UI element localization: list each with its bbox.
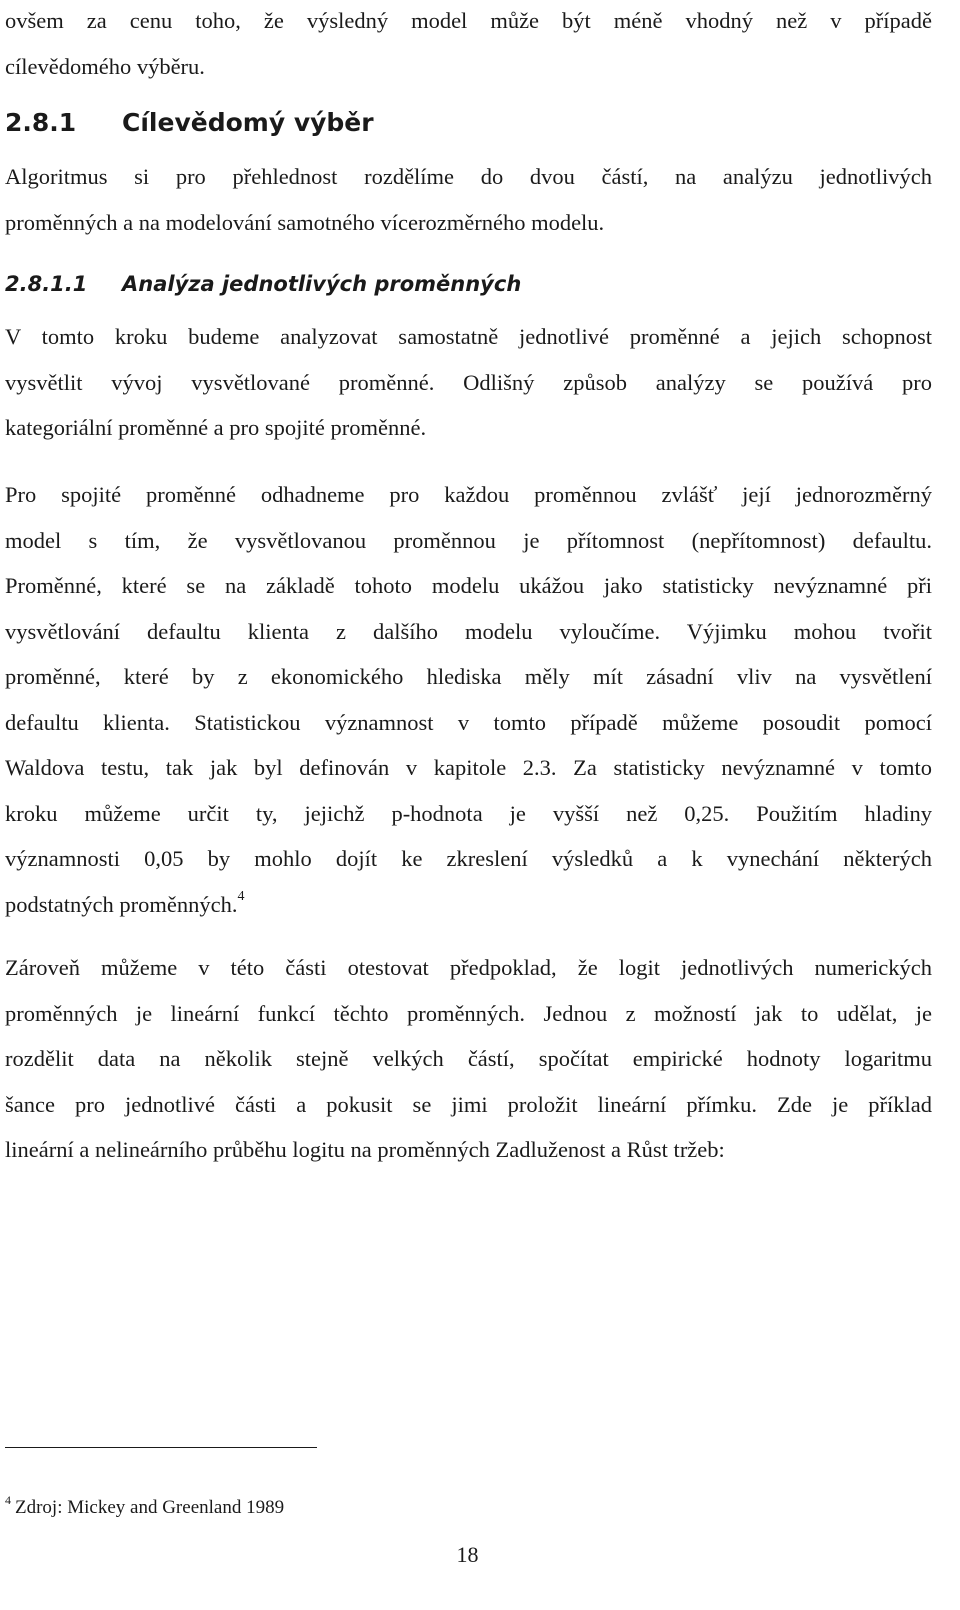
text-line: Pro spojité proměnné odhadneme pro každou proměnnou zvlášť její jednorozměrný — [5, 482, 932, 507]
footnote-marker: 4 — [5, 1493, 11, 1507]
text-line: proměnných a na modelování samotného vícerozměrného modelu. — [5, 209, 605, 235]
text-line: šance pro jednotlivé části a pokusit se jimi proložit lineární přímku. Zde je příklad — [5, 1091, 932, 1117]
section-paragraph — [5, 154, 932, 245]
footnote-text: Zdroj: Mickey and Greenland 1989 — [15, 1497, 285, 1518]
text-line: Proměnné, které se na základě tohoto modelu ukážou jako statisticky nevýznamné při — [5, 573, 932, 598]
text-line — [5, 882, 932, 928]
text-line: vysvětlit vývoj vysvětlované proměnné. Odlišný způsob analýzy se používá pro — [5, 369, 932, 395]
logit-paragraph — [5, 945, 932, 1173]
subsection-number: 2.8.1.1 — [5, 272, 88, 296]
subsection-title: Analýza jednotlivých proměnných — [122, 272, 522, 296]
section-title: Cílevědomý výběr — [122, 108, 374, 137]
text-line: defaultu klienta. Statistickou významnost v tomto případě můžeme posoudit pomocí — [5, 709, 932, 735]
text-line: ovšem za cenu toho, že výsledný model může být méně vhodný než v případě — [5, 8, 932, 33]
footnote — [5, 1493, 285, 1519]
text-line: lineární a nelineárního průběhu logitu na proměnných Zadluženost a Růst tržeb: — [5, 1137, 725, 1162]
text-line: Zároveň můžeme v této části otestovat předpoklad, že logit jednotlivých numerických — [5, 955, 932, 980]
text-line: významnosti 0,05 by mohlo dojít ke zkreslení výsledků a k vynechání některých — [5, 846, 932, 871]
text-line: V tomto kroku budeme analyzovat samostatně jednotlivé proměnné a jejich schopnost — [5, 324, 932, 349]
text-line: Waldova testu, tak jak byl definován v kapitole 2.3. Za statisticky nevýznamné v tomto — [5, 755, 932, 780]
subsection-paragraph — [5, 314, 932, 451]
text-line: kroku můžeme určit ty, jejichž p-hodnota je vyšší než 0,25. Použitím hladiny — [5, 800, 932, 826]
text-line: cílevědomého výběru. — [5, 53, 205, 79]
footnote-divider — [5, 1447, 317, 1448]
subsection-heading — [5, 272, 521, 296]
page-number: 18 — [456, 1542, 479, 1567]
footnote-reference[interactable]: 4 — [237, 888, 245, 904]
continuous-variables-paragraph — [5, 472, 932, 927]
text-line-content: podstatných proměnných. — [5, 891, 238, 917]
text-line: rozdělit data na několik stejně velkých částí, spočítat empirické hodnoty logaritmu — [5, 1046, 932, 1071]
text-line: model s tím, že vysvětlovanou proměnnou je přítomnost (nepřítomnost) defaultu. — [5, 527, 932, 553]
text-line: vysvětlování defaultu klienta z dalšího modelu vyloučíme. Výjimku mohou tvořit — [5, 618, 932, 644]
intro-paragraph — [5, 0, 932, 89]
text-line: proměnné, které by z ekonomického hlediska měly mít zásadní vliv na vysvětlení — [5, 664, 932, 689]
text-line: proměnných je lineární funkcí těchto proměnných. Jednou z možností jak to udělat, je — [5, 1000, 932, 1026]
section-heading — [5, 108, 374, 137]
section-number: 2.8.1 — [5, 108, 77, 137]
text-line: Algoritmus si pro přehlednost rozdělíme do dvou částí, na analýzu jednotlivých — [5, 164, 932, 189]
text-line: kategoriální proměnné a pro spojité proměnné. — [5, 415, 427, 440]
